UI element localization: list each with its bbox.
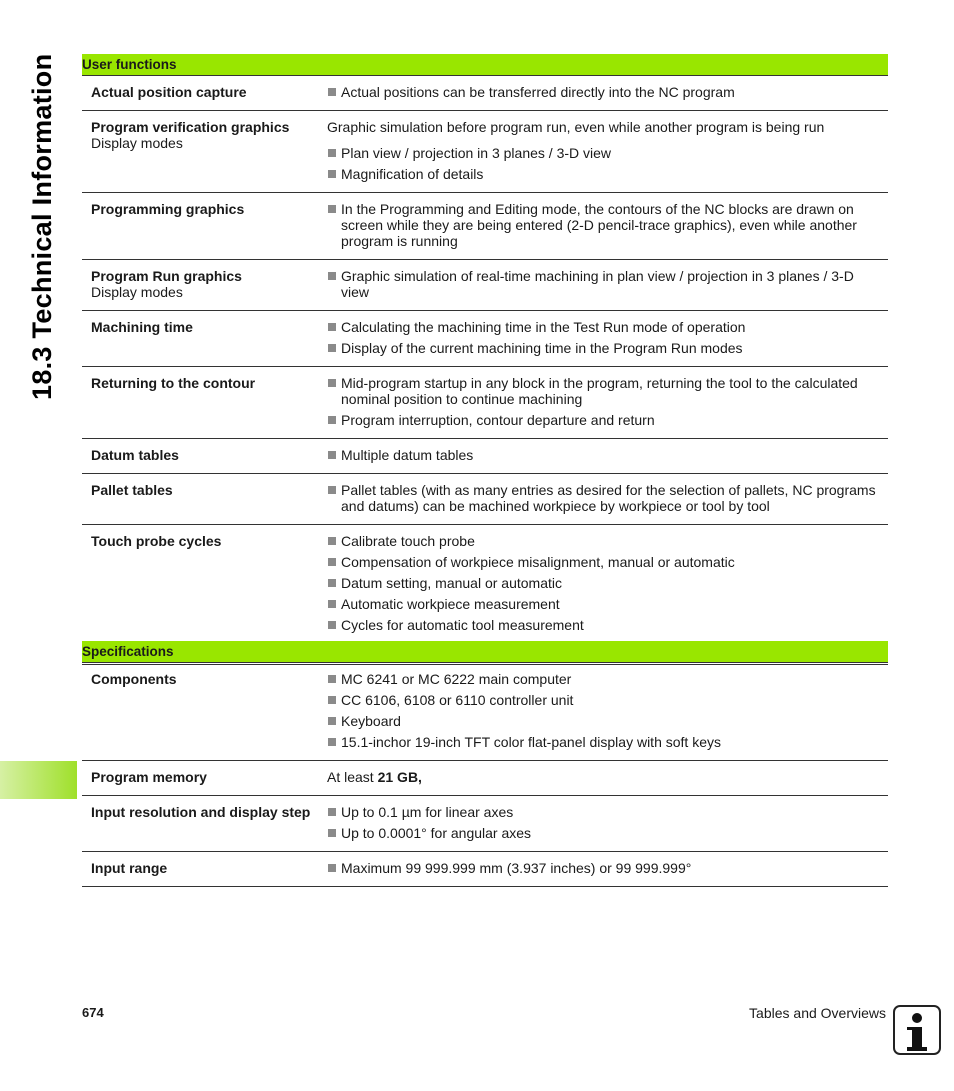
row-label: Datum tables [91,447,179,463]
list-item: Multiple datum tables [327,447,884,463]
list-item: Magnification of details [327,166,884,182]
row-sublabel: Display modes [91,284,183,300]
row-label: Input resolution and display step [91,804,311,820]
row-label: Input range [91,860,168,876]
list-item: Pallet tables (with as many entries as desired for the selection of pallets, NC programs and datums) can be machined workpiece by workpiece or tool by tool [327,482,884,514]
list-item: Keyboard [327,713,884,729]
table-row [82,796,888,852]
row-label: Machining time [91,319,193,335]
list-item: Calculating the machining time in the Test Run mode of operation [327,319,884,335]
table-header-row [82,641,888,663]
table-row [82,474,888,525]
table-row [82,311,888,367]
list-item: Up to 0.1 µm for linear axes [327,804,884,820]
row-label: Touch probe cycles [91,533,222,549]
table-row [82,439,888,474]
table-row [82,663,888,761]
specifications-heading: Specifications [82,641,888,663]
list-item: Datum setting, manual or automatic [327,575,884,591]
table-row [82,76,888,111]
table-row [82,852,888,887]
row-text [318,761,888,796]
list-item: Up to 0.0001° for angular axes [327,825,884,841]
row-label: Program Run graphics [91,268,242,284]
list-item: Cycles for automatic tool measurement [327,617,884,633]
row-sublabel: Display modes [91,135,183,151]
list-item: CC 6106, 6108 or 6110 controller unit [327,692,884,708]
chapter-side-title: 18.3 Technical Information [27,53,57,400]
user-functions-heading: User functions [82,54,888,76]
memory-prefix: At least [327,769,378,785]
list-item: Graphic simulation of real-time machining in plan view / projection in 3 planes / 3-D view [327,268,884,300]
list-item: MC 6241 or MC 6222 main computer [327,671,884,687]
row-label: Returning to the contour [91,375,256,391]
list-item: Actual positions can be transferred directly into the NC program [327,84,884,100]
list-item: Automatic workpiece measurement [327,596,884,612]
table-row [82,761,888,796]
user-functions-table [82,54,888,665]
list-item: Mid-program startup in any block in the program, returning the tool to the calculated nominal position to continue machining [327,375,884,407]
row-label: Pallet tables [91,482,173,498]
page-number: 674 [82,1005,104,1020]
list-item: In the Programming and Editing mode, the contours of the NC blocks are drawn on screen while they are being entered (2-D pencil-trace graphics), even while another program is running [327,201,884,249]
row-label: Program memory [91,769,207,785]
list-item: Compensation of workpiece misalignment, manual or automatic [327,554,884,570]
table-row [82,111,888,193]
row-label: Components [91,671,177,687]
info-icon [893,1005,941,1055]
row-text: Graphic simulation before program run, even while another program is being run [327,119,825,135]
row-label: Program verification graphics [91,119,290,135]
list-item: Program interruption, contour departure and return [327,412,884,428]
list-item: Maximum 99 999.999 mm (3.937 inches) or 99 999.999° [327,860,884,876]
row-label: Programming graphics [91,201,245,217]
chapter-tab-marker [0,761,77,799]
table-header-row [82,54,888,76]
list-item: Display of the current machining time in the Program Run modes [327,340,884,356]
table-row [82,260,888,311]
table-row [82,193,888,260]
table-row [82,367,888,439]
specifications-table [82,641,888,887]
list-item: Plan view / projection in 3 planes / 3-D view [327,145,884,161]
list-item: 15.1-inchor 19-inch TFT color flat-panel display with soft keys [327,734,884,750]
row-label: Actual position capture [91,84,247,100]
section-name: Tables and Overviews [749,1005,886,1021]
list-item: Calibrate touch probe [327,533,884,549]
memory-value: 21 GB, [377,769,422,785]
